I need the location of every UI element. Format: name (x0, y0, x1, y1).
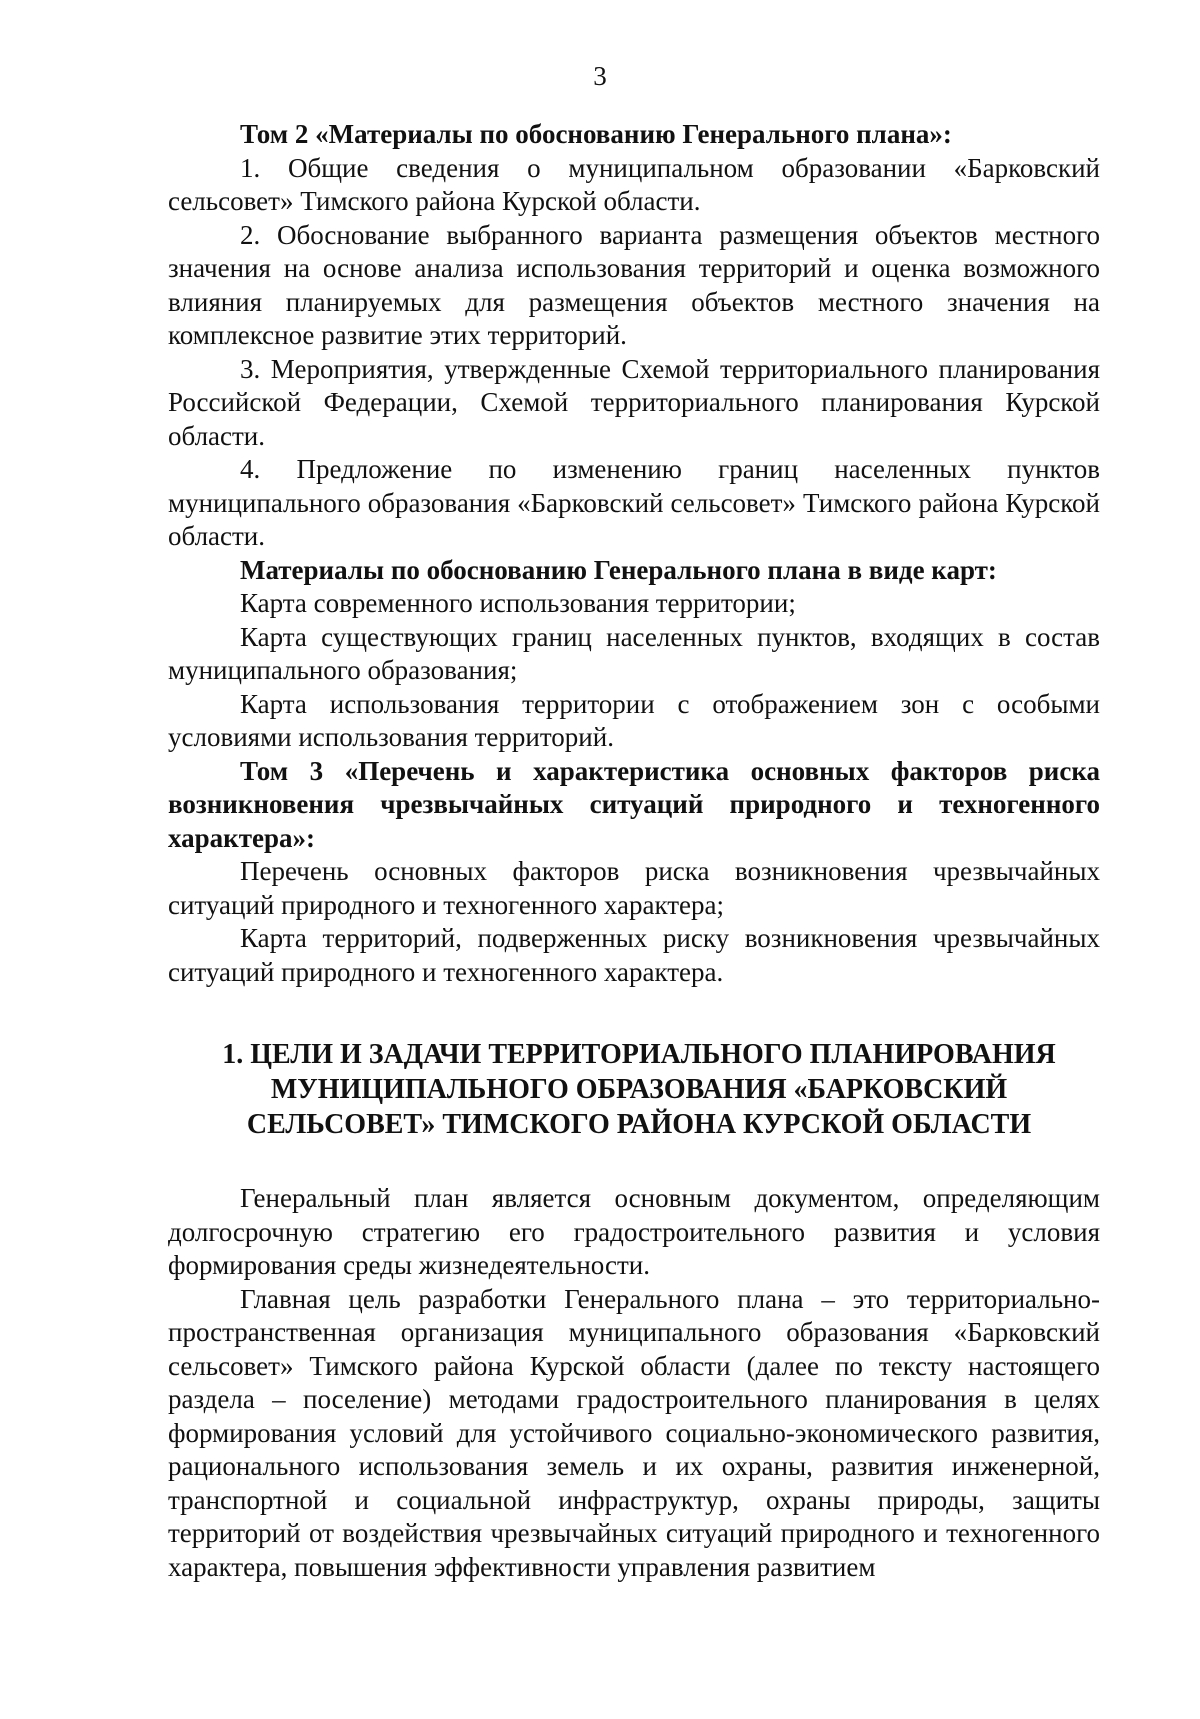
tom3-item-2: Карта территорий, подверженных риску возникновения чрезвычайных ситуаций природного и техногенного характера. (168, 923, 1100, 987)
section-heading-line-2: МУНИЦИПАЛЬНОГО ОБРАЗОВАНИЯ «БАРКОВСКИЙ (270, 1074, 1008, 1105)
maps-title: Материалы по обоснованию Генерального плана в виде карт: (240, 554, 997, 585)
section-heading-line-1: 1. ЦЕЛИ И ЗАДАЧИ ТЕРРИТОРИАЛЬНОГО ПЛАНИРОВАНИЯ (222, 1039, 1056, 1070)
tom2-item-4: 4. Предложение по изменению границ населенных пунктов муниципального образования «Барковский сельсовет» Тимского района Курской области. (168, 454, 1100, 551)
map-item-1: Карта современного использования территории; (240, 588, 796, 618)
section-heading-line-3: СЕЛЬСОВЕТ» ТИМСКОГО РАЙОНА КУРСКОЙ ОБЛАСТИ (246, 1109, 1032, 1140)
section-heading (168, 1037, 1100, 1142)
tom2-title: Том 2 «Материалы по обоснованию Генерального плана»: (240, 119, 952, 149)
tom3-item-1: Перечень основных факторов риска возникновения чрезвычайных ситуаций природного и техногенного характера; (168, 856, 1100, 920)
tom2-item-1: 1. Общие сведения о муниципальном образовании «Барковский сельсовет» Тимского района Курской области. (168, 152, 1100, 216)
map-item-3: Карта использования территории с отображением зон с особыми условиями использования территорий. (168, 688, 1100, 752)
map-item-2: Карта существующих границ населенных пунктов, входящих в состав муниципального образования; (168, 621, 1100, 685)
page-number: 3 (593, 61, 607, 91)
tom2-item-3: 3. Мероприятия, утвержденные Схемой территориального планирования Российской Федерации, Схемой территориального планирования Курской области. (168, 353, 1100, 451)
section-paragraph-2: Главная цель разработки Генерального плана – это территориально-пространственная организация муниципального образования «Барковский сельсовет» Тимского района Курской области (далее по тексту настоящего раздела – поселение) методами градостроительного планирования в целях формирования условий для устойчивого социально-экономического развития, рационального использования земель и их охраны, развития инженерной, транспортной и социальной инфраструктур, охраны природы, защиты территорий от воздействия чрезвычайных ситуаций природного и техногенного характера, повышения эффективности управления развитием (168, 1283, 1100, 1582)
document-body (168, 118, 1100, 1584)
section-paragraph-1: Генеральный план является основным документом, определяющим долгосрочную стратегию его градостроительного развития и условия формирования среды жизнедеятельности. (168, 1183, 1100, 1280)
tom2-item-2: 2. Обоснование выбранного варианта размещения объектов местного значения на основе анализа использования территорий и оценка возможного влияния планируемых для размещения объектов местного значения на комплексное развитие этих территорий. (168, 219, 1100, 350)
tom3-title: Том 3 «Перечень и характеристика основных факторов риска возникновения чрезвычайных ситуаций природного и техногенного характера»: (168, 755, 1100, 853)
